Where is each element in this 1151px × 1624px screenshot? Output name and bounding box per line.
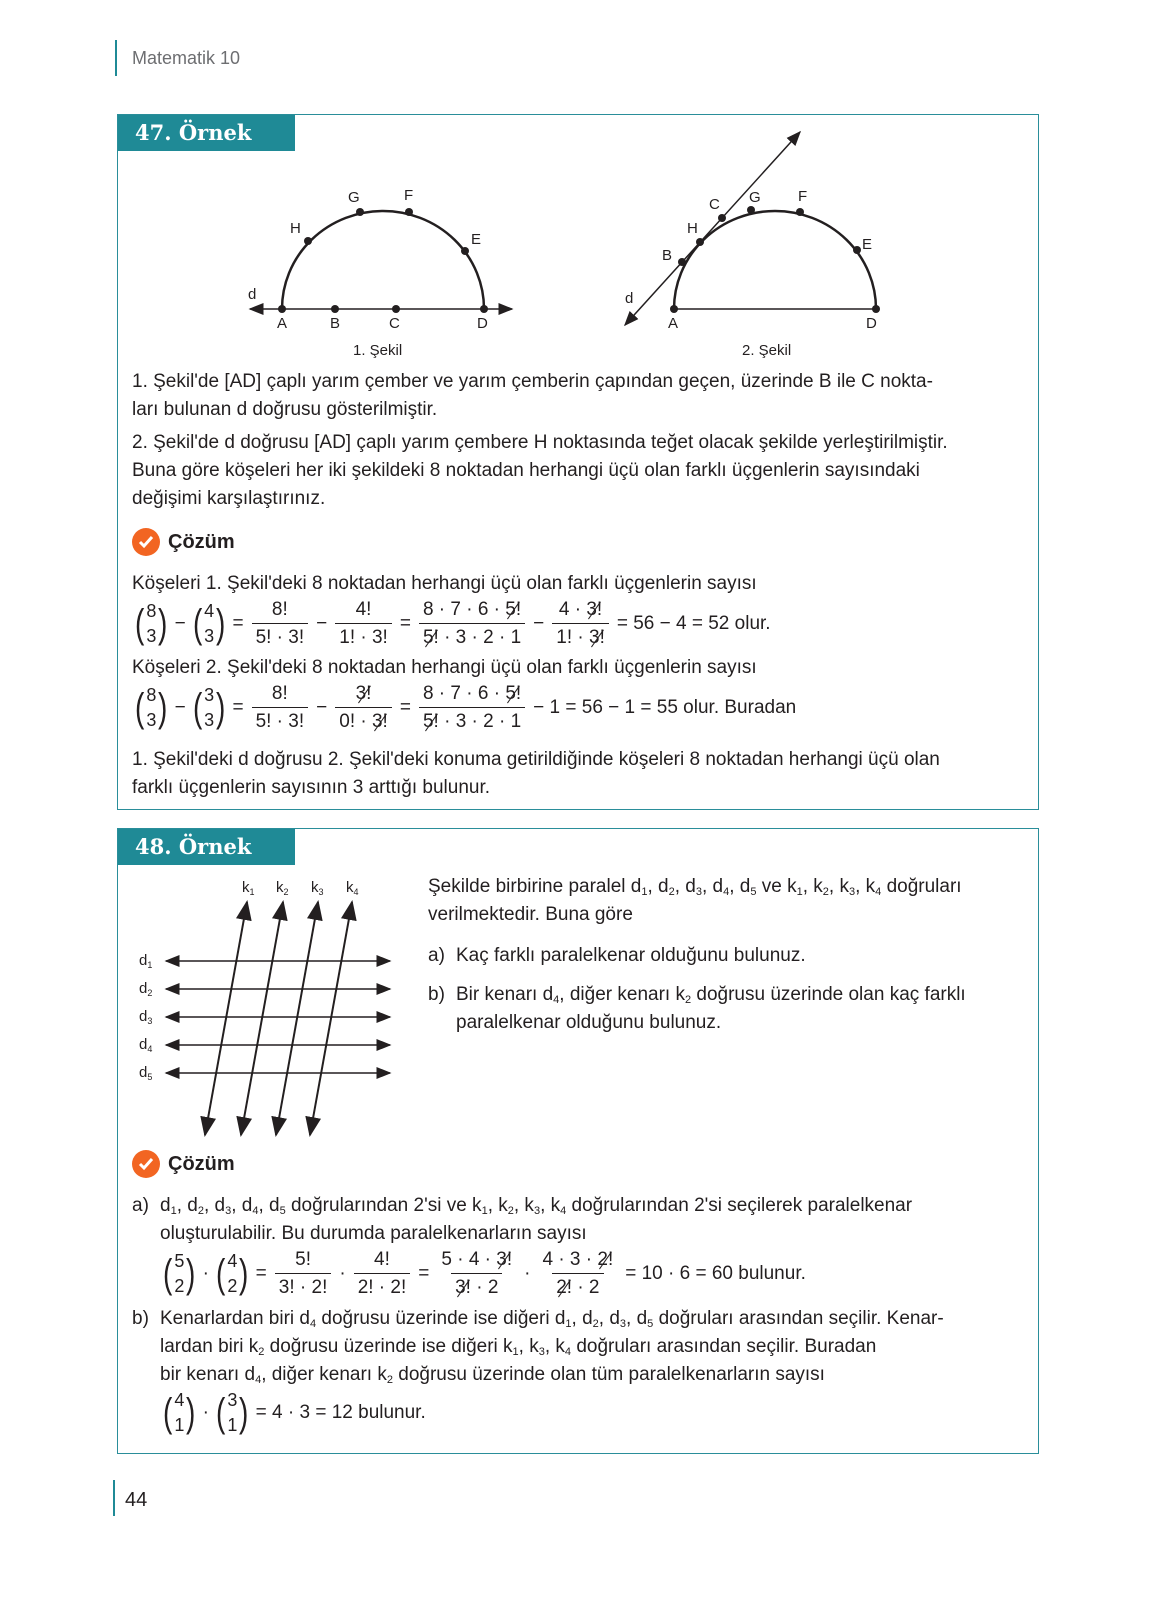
fig2-label-d: d — [625, 290, 634, 307]
ex48-sb-line3: bir kenarı $d_4$, diğer kenarı $k_2$ doğrusu üzerinde olan tüm paralelkenarların sayısı — [160, 1364, 825, 1386]
figure-1 — [240, 180, 540, 360]
ex47-para1b: ları bulunan d doğrusu gösterilmiştir. — [132, 399, 438, 420]
fig2-label-F: F — [798, 188, 808, 205]
ex48-qb: Bir kenarı $d_4$, diğer kenarı $k_2$ doğrusu üzerinde olan kaç farklı — [456, 984, 966, 1006]
label-d5: $d_5$ — [139, 1064, 153, 1082]
label-k3: $k_3$ — [311, 879, 324, 897]
ex47-conclusion-b: farklı üçgenlerin sayısının 3 arttığı bulunur. — [132, 777, 491, 798]
fig1-label-B: B — [330, 315, 341, 332]
tangent-line-d — [625, 132, 800, 325]
figure-1-caption: 1. Şekil — [353, 342, 403, 359]
ex47-sol1-result: = 56 − 4 = 52 olur. — [616, 612, 771, 634]
figure-2 — [610, 125, 910, 345]
label-d1: $d_1$ — [139, 952, 153, 970]
fig2-label-C: C — [709, 196, 720, 213]
ex48-sb-line1: Kenarlardan biri $d_4$ doğrusu üzerinde ise diğeri $d_1$, $d_2$, $d_3$, $d_5$ doğruları arasından seçilir. Kenar- — [160, 1308, 944, 1330]
ex48-sa-result: = 10 · 6 = 60 bulunur. — [625, 1262, 806, 1284]
ex48-sa-label: a) — [132, 1195, 149, 1216]
label-d3: $d_3$ — [139, 1008, 153, 1026]
header-bar — [115, 40, 117, 76]
label-d4: $d_4$ — [139, 1036, 153, 1054]
ex48-sb-result: = 4 · 3 = 12 bulunur. — [255, 1402, 426, 1423]
ex47-para2b: Buna göre köşeleri her iki şekildeki 8 noktadan herhangi üçü olan farklı üçgenlerin sayısındaki — [132, 460, 920, 481]
ex48-sb-line2: lardan biri $k_2$ doğrusu üzerinde ise diğeri $k_1$, $k_3$, $k_4$ doğruları arasından seçilir. Buradan — [160, 1336, 877, 1358]
fig2-label-G: G — [749, 189, 761, 206]
ex48-intro: Şekilde birbirine paralel $d_1$, $d_2$, $d_3$, $d_4$, $d_5$ ve $k_1$, $k_2$, $k_3$, $k_4$ doğruları — [428, 876, 962, 898]
fig1-label-d: d — [248, 286, 257, 303]
fig1-label-A: A — [277, 315, 288, 332]
ex48-qb-label: b) — [428, 984, 445, 1005]
ex48-sa-line2: oluşturulabilir. Bu durumda paralelkenarların sayısı — [160, 1223, 587, 1244]
label-k4: $k_4$ — [346, 879, 359, 897]
ex48-qa-label: a) — [428, 945, 445, 966]
figure-2-caption: 2. Şekil — [742, 342, 792, 359]
page-number: 44 — [125, 1489, 148, 1511]
fig1-label-C: C — [389, 315, 400, 332]
fig1-label-D: D — [477, 315, 488, 332]
page-number-bar — [113, 1480, 115, 1516]
fig1-label-E: E — [471, 231, 482, 248]
ex48-sb-formula: ( 4 1 ) · ( 3 1 ) = 4 · 3 = 12 bulunur. — [162, 1390, 426, 1435]
ex47-solution-header — [132, 528, 235, 556]
figure-parallel-lines — [130, 875, 410, 1140]
ex48-qa: Kaç farklı paralelkenar olduğunu bulunuz. — [456, 945, 806, 966]
label-k2: $k_2$ — [276, 879, 289, 897]
ex48-sa-line1: $d_1$, $d_2$, $d_3$, $d_4$, $d_5$ doğrularından 2'si ve $k_1$, $k_2$, $k_3$, $k_4$ doğrularından 2'si seçilerek paralelkenar — [160, 1195, 913, 1217]
semicircle — [282, 211, 484, 309]
book-title: Matematik 10 — [132, 48, 241, 68]
fig1-label-G: G — [348, 189, 360, 206]
ex48-qb-4: paralelkenar olduğunu bulunuz. — [456, 1012, 722, 1033]
ex47-para2: 2. Şekil'de d doğrusu [AD] çaplı yarım çembere H noktasında teğet olacak şekilde yerleştirilmiştir. — [132, 432, 948, 453]
solution-title: Çözüm — [168, 530, 235, 553]
ex47-sol2-text: Köşeleri 2. Şekil'deki 8 noktadan herhangi üçü olan farklı üçgenlerin sayısı — [132, 657, 757, 678]
ex47-conclusion: 1. Şekil'deki d doğrusu 2. Şekil'deki konuma getirildiğinde köşeleri 8 noktadan herhangi üçü olan — [132, 749, 940, 770]
label-k1: $k_1$ — [242, 879, 255, 897]
fig1-label-H: H — [290, 220, 301, 237]
ex48-solution-header — [132, 1150, 235, 1178]
checkmark-icon — [132, 528, 160, 556]
ex47-sol2-formula: ( 8 3 ) − ( 3 3 ) = $\frac{8!}{5! \cdot 3!}$ − $\frac{3!}{0! \cdot 3!}$ = $\frac{8 \cdot 7 \cdot 6 \cdot 5!}{5! \cdot 3 \cdot 2 \cdot 1}$ − 1 = 56 − 1 = 55 olur. Buradan — [134, 683, 797, 732]
checkmark-icon — [132, 1150, 160, 1178]
fig2-label-B: B — [662, 247, 673, 264]
ex47-sol2-result: − 1 = 56 − 1 = 55 olur. Buradan — [533, 696, 797, 718]
fig2-label-E: E — [862, 236, 873, 253]
fig2-label-H: H — [687, 220, 698, 237]
fig2-label-D: D — [866, 315, 877, 332]
ex47-sol1-formula: ( 8 3 ) − ( 4 3 ) = $\frac{8!}{5! \cdot 3!}$ − $\frac{4!}{1! \cdot 3!}$ = $\frac{8 \cdot 7 \cdot 6 \cdot 5!}{5! \cdot 3 \cdot 2 \cdot 1}$ − $\frac{4 \cdot 3!}{1! \cdot 3!}$ = 56 − 4 = 52 olur. — [134, 599, 771, 648]
label-d2: $d_2$ — [139, 980, 153, 998]
fig2-label-A: A — [668, 315, 679, 332]
ex48-intro-c: verilmektedir. Buna göre — [428, 904, 633, 925]
example-47-tag: 47. Örnek — [118, 115, 295, 151]
fig1-label-F: F — [404, 187, 414, 204]
semicircle-2 — [674, 211, 876, 309]
solution-title: Çözüm — [168, 1152, 235, 1175]
ex47-sol1-text: Köşeleri 1. Şekil'deki 8 noktadan herhangi üçü olan farklı üçgenlerin sayısı — [132, 573, 757, 594]
ex48-sa-formula: ( 5 2 ) · ( 4 2 ) = $\frac{5!}{3! \cdot 2!}$ · $\frac{4!}{2! \cdot 2!}$ = $\frac{5 \cdot 4 \cdot 3!}{3! \cdot 2}$ · $\frac{4 \cdot 3 \cdot 2!}{2! \cdot 2}$ = 10 · 6 = 60 bulunur. — [162, 1249, 806, 1298]
example-48-tag: 48. Örnek — [118, 829, 295, 865]
ex47-para1: 1. Şekil'de [AD] çaplı yarım çember ve yarım çemberin çapından geçen, üzerinde B ile C nokta- — [132, 371, 933, 392]
ex48-sb-label: b) — [132, 1308, 149, 1329]
ex47-para2c: değişimi karşılaştırınız. — [132, 488, 326, 509]
